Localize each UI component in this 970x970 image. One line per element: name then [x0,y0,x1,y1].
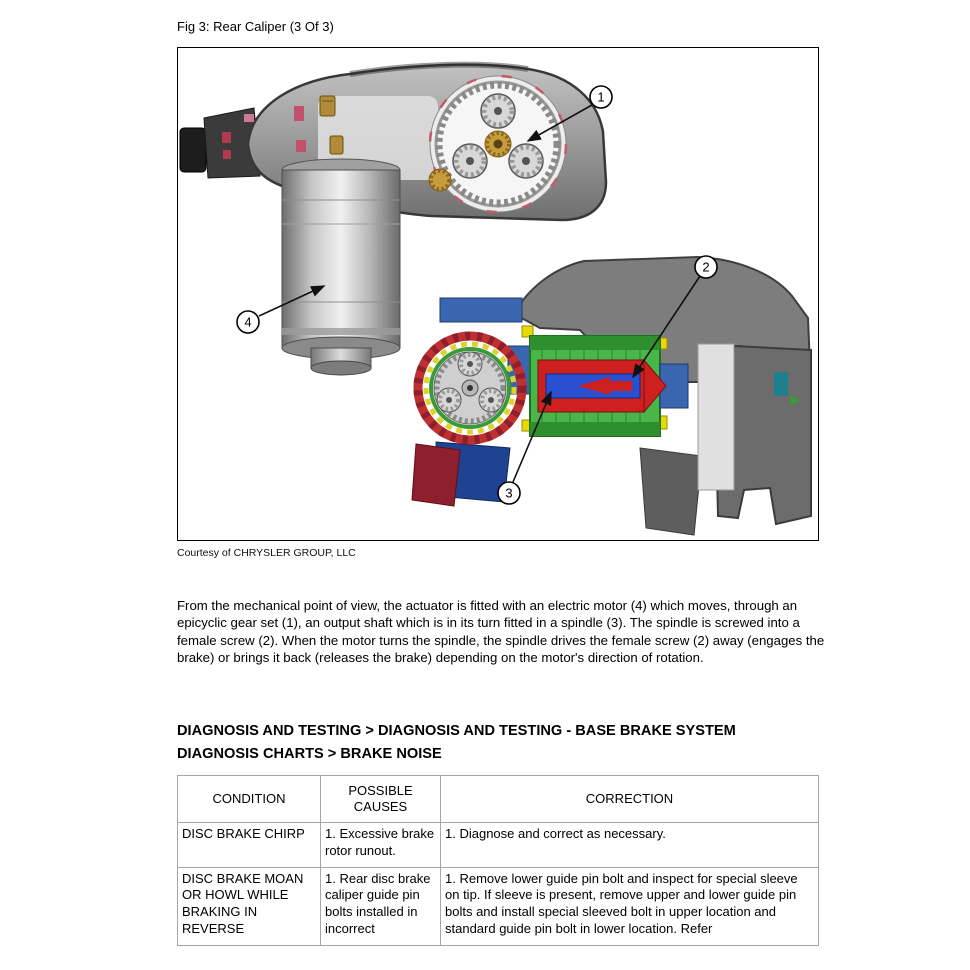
callout-2-label: 2 [702,259,710,275]
table-header-row [178,776,819,823]
correction-cell: 1. Diagnose and correct as necessary. [441,823,819,868]
electric-motor-illustration [282,159,400,375]
output-shaft-gear-illustration [418,336,522,440]
table-header-causes: POSSIBLE CAUSES [321,776,441,823]
correction-cell: 1. Remove lower guide pin bolt and inspect for special sleeve on tip. If sleeve is present, remove upper and lower guide pin bolts and install special sleeved bolt in upper location and standard guide pin bolt in lower location. Refer [441,867,819,945]
courtesy-line: Courtesy of CHRYSLER GROUP, LLC [177,547,356,559]
section-heading-line2: DIAGNOSIS CHARTS > BRAKE NOISE [177,746,442,762]
figure-caption: Fig 3: Rear Caliper (3 Of 3) [177,19,334,34]
condition-cell: DISC BRAKE CHIRP [178,823,321,868]
table-row [178,823,819,868]
callout-3-label: 3 [505,485,513,501]
rear-caliper-illustration [178,48,818,540]
causes-cell: 1. Excessive brake rotor runout. [321,823,441,868]
description-paragraph: From the mechanical point of view, the actuator is fitted with an electric motor (4) which moves, through an epicyclic gear set (1), an output shaft which is in its turn fitted in a spindle (3). The spindle is screwed into a female screw (2). When the motor turns the spindle, the spindle drives the female screw (2) away (engages the brake) or brings it back (releases the brake) depending on the motor's direction of rotation. [177,598,825,666]
callout-4-label: 4 [244,314,252,330]
causes-cell: 1. Rear disc brake caliper guide pin bolts installed in incorrect [321,867,441,945]
diagnosis-table [177,775,819,946]
callout-1-label: 1 [597,89,605,105]
figure-frame [177,47,819,541]
condition-cell: DISC BRAKE MOAN OR HOWL WHILE BRAKING IN REVERSE [178,867,321,945]
spindle-illustration [538,360,666,412]
diagnosis-table-container [177,775,819,946]
table-header-correction: CORRECTION [441,776,819,823]
section-heading [177,720,832,766]
section-heading-line1: DIAGNOSIS AND TESTING > DIAGNOSIS AND TESTING - BASE BRAKE SYSTEM [177,723,736,739]
table-row [178,867,819,945]
table-header-condition: CONDITION [178,776,321,823]
